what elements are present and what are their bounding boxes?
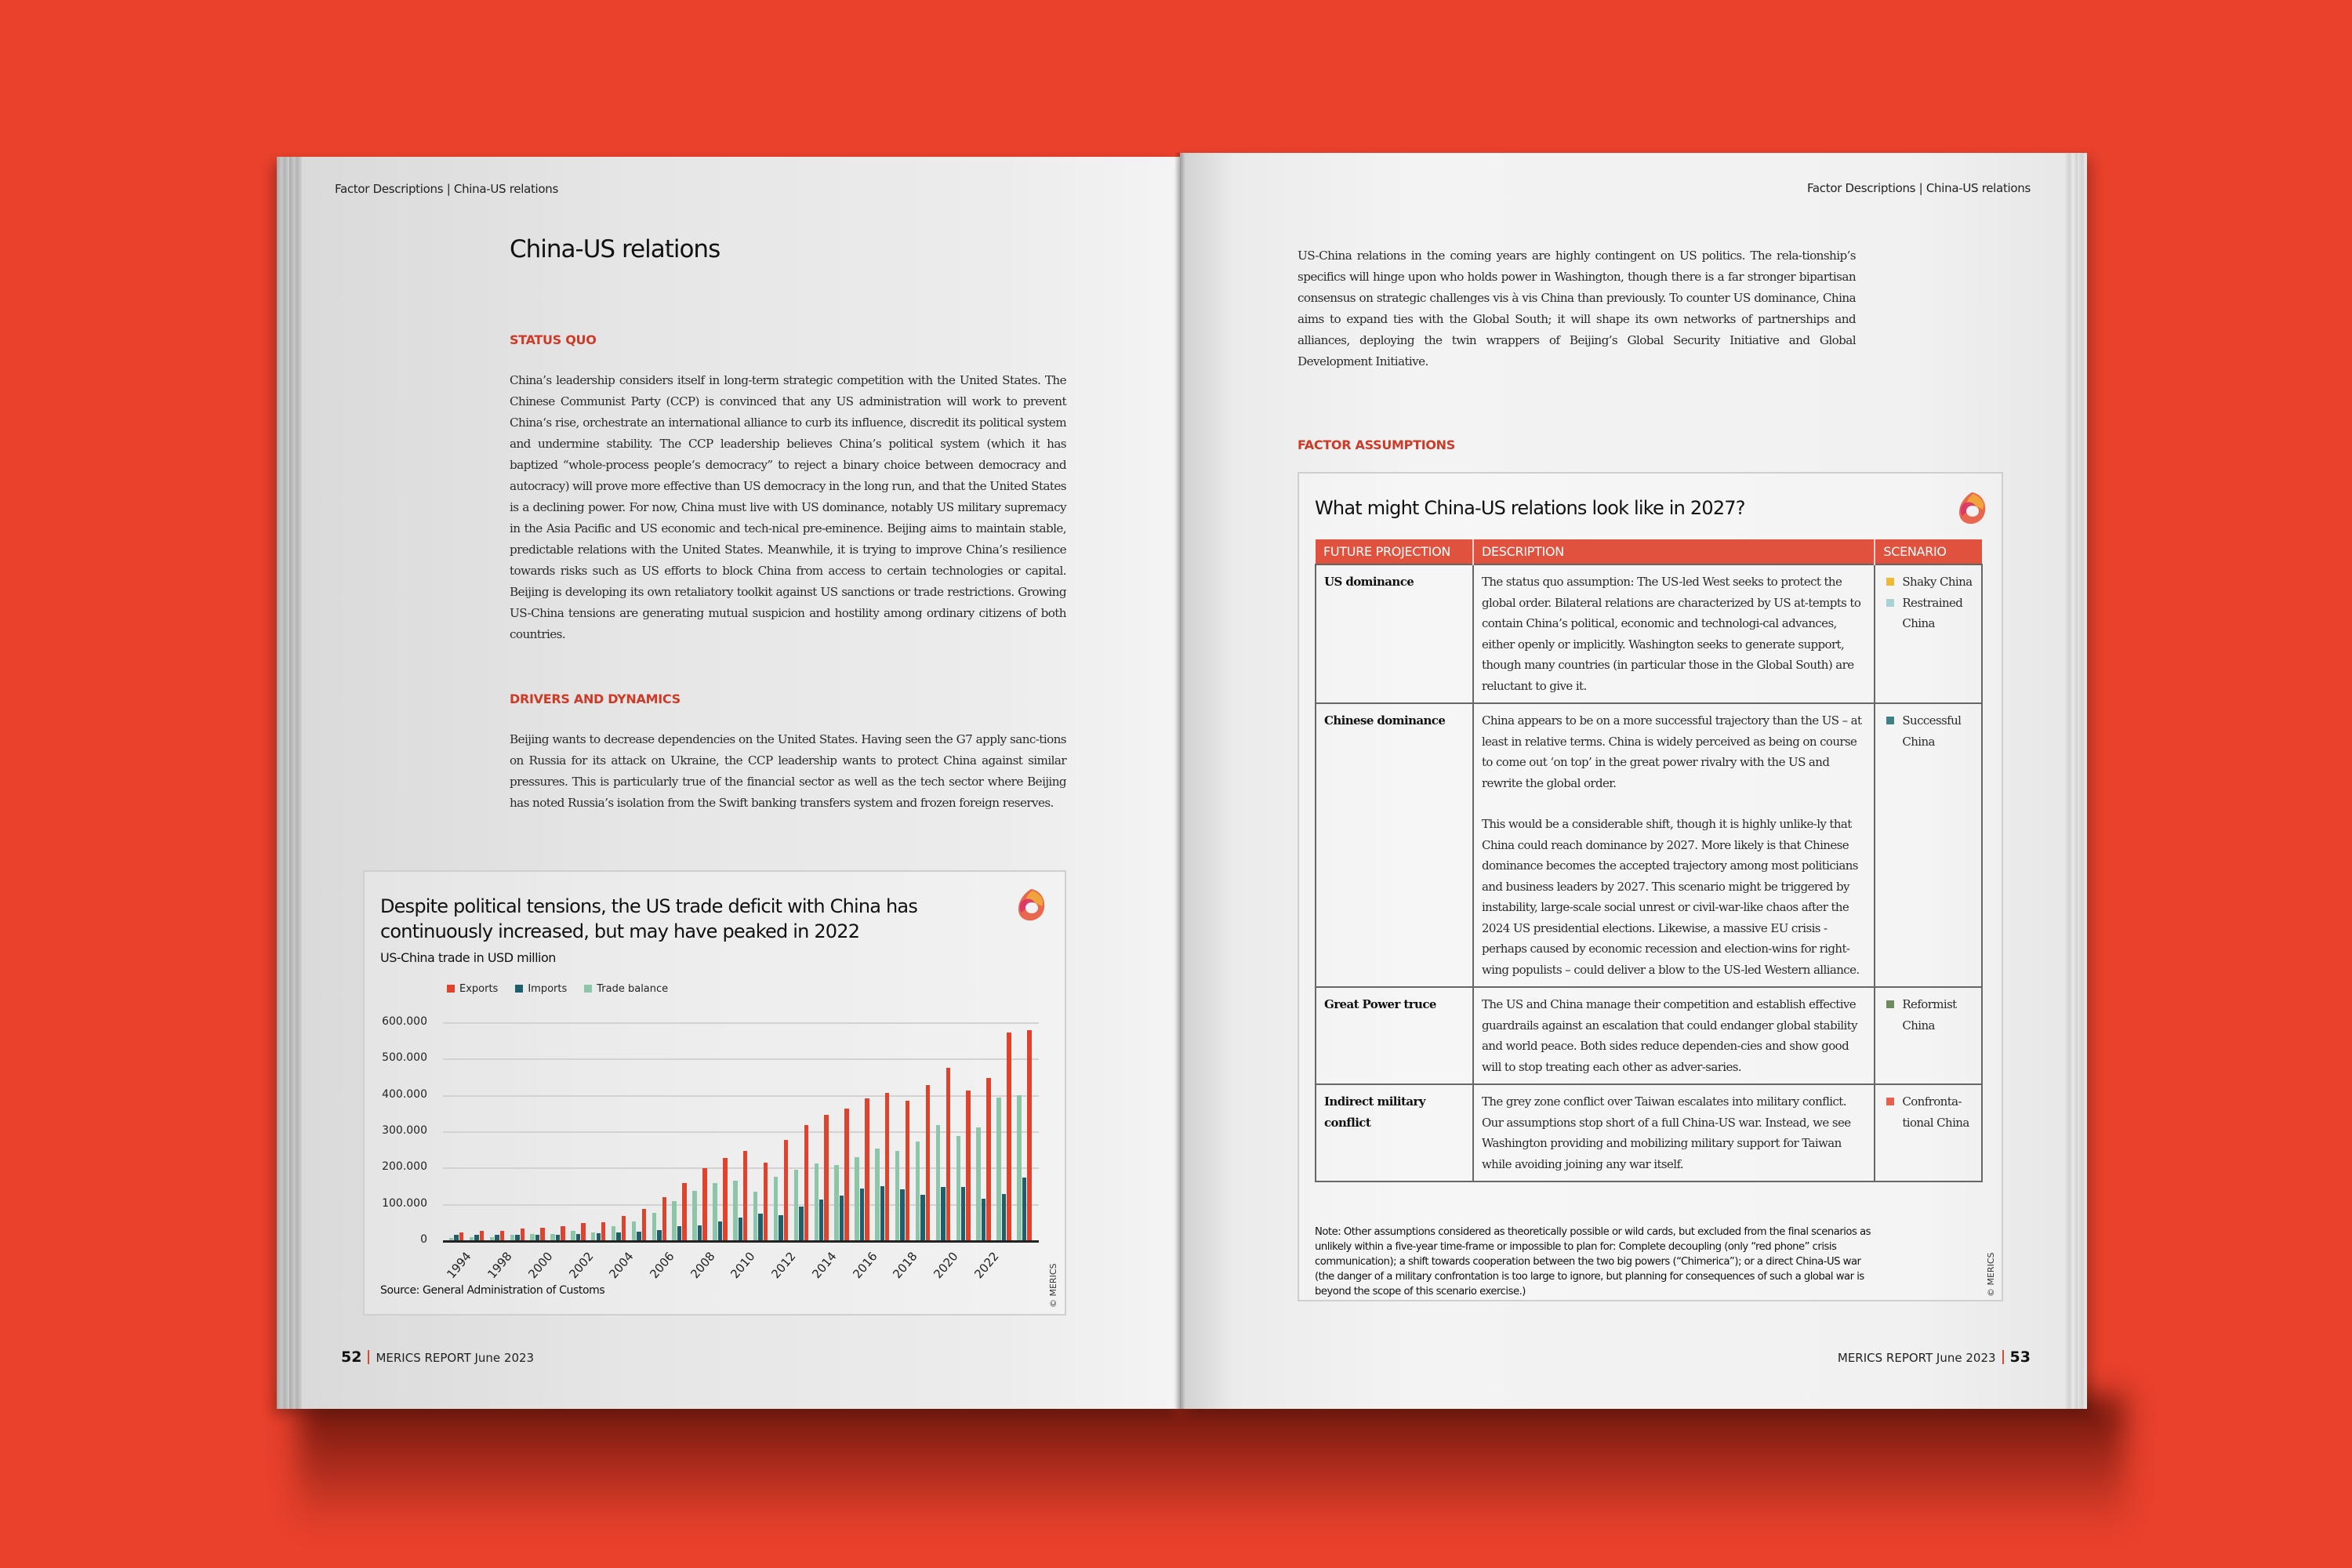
page-stack-edge [277, 157, 302, 1409]
chart-credit: © MERICS [1048, 1263, 1058, 1308]
header-future-projection: FUTURE PROJECTION [1316, 539, 1473, 564]
bar-trade-balance [916, 1142, 920, 1240]
scenario-item: Confronta-tional China [1886, 1091, 1973, 1133]
bar-exports [521, 1229, 524, 1240]
page-number-right: 53 [2009, 1348, 2031, 1366]
table-row [1316, 1084, 1982, 1181]
bar-imports [758, 1214, 762, 1240]
bar-imports [900, 1189, 904, 1240]
projection-cell: Great Power truce [1316, 987, 1473, 1084]
scenario-table-card [1298, 472, 2003, 1301]
footer-publication-left: MERICS REPORT June 2023 [376, 1351, 535, 1365]
page-title: China-US relations [510, 235, 720, 263]
footer-divider [368, 1350, 369, 1364]
bar-exports [1007, 1033, 1011, 1240]
footer-right [1838, 1348, 2031, 1366]
bar-exports [702, 1168, 706, 1240]
scenario-swatch-icon [1886, 599, 1894, 607]
bar-trade-balance [855, 1157, 858, 1240]
scenario-swatch-icon [1886, 717, 1894, 724]
scenario-swatch-icon [1886, 578, 1894, 586]
bar-trade-balance [956, 1136, 960, 1240]
footer-divider [2002, 1350, 2004, 1364]
bar-imports [495, 1235, 499, 1240]
bar-trade-balance [733, 1181, 737, 1240]
chart-card [363, 870, 1066, 1316]
y-axis-tick-label: 300.000 [382, 1124, 427, 1137]
bar-imports [597, 1233, 601, 1240]
bar-imports [779, 1215, 782, 1240]
bar-imports [1002, 1194, 1006, 1240]
bar-imports [515, 1235, 519, 1240]
bar-trade-balance [815, 1163, 818, 1240]
table-note: Note: Other assumptions considered as theoretically possible or wild cards, but excluded from the final scenarios as unlikely within a five-year time-frame or impossible to plan for: Complete decoupling (only “red phone” crisis communication); a shift towards cooperation between the two big powers (“Chimerica”); or a direct China-US war (the danger of a military confrontation is too large to ignore, but planning for consequences of such a global war is beyond the scope of this scenario exercise.) [1315, 1226, 1871, 1298]
gridline [443, 1058, 1039, 1060]
bar-trade-balance [632, 1221, 636, 1240]
description-cell: The grey zone conflict over Taiwan escalates into military conflict. Our assumptions stop short of a full China-US war. Instead, we see Washington providing and mobilizing military support for Taiwan while avoiding joining any war itself. [1473, 1084, 1875, 1181]
page-stack-edge-right [2065, 153, 2087, 1409]
chart-source: Source: General Administration of Customs [380, 1284, 605, 1297]
bar-trade-balance [591, 1232, 595, 1240]
table-credit: © MERICS [1986, 1252, 1996, 1297]
header-description: DESCRIPTION [1473, 539, 1875, 564]
table-row [1316, 703, 1982, 987]
table-card-title: What might China-US relations look like in 2027? [1315, 497, 1745, 519]
x-axis-tick-label: 2006 [647, 1249, 677, 1282]
bar-trade-balance [774, 1177, 778, 1240]
bar-exports [642, 1209, 646, 1240]
future-projection-table [1315, 539, 1983, 1182]
bar-trade-balance [470, 1237, 474, 1240]
scenario-cell [1875, 1084, 1982, 1181]
description-paragraph: This would be a considerable shift, though it is highly unlike-ly that China could reach dominance by 2027. More likely is that Chinese dominance becomes the accepted trajectory among most politicians and business leaders by 2027. This scenario might be triggered by instability, large-scale social unrest or civil-war-like chaos after the 2024 US presidential elections. Likewise, a massive EU crisis - perhaps caused by economic recession and election-wins for right-wing populists – could deliver a blow to the US-led Western alliance. [1481, 817, 1860, 977]
scenario-cell [1875, 987, 1982, 1084]
bar-exports [784, 1140, 788, 1240]
chart-legend [447, 983, 668, 995]
intro-paragraph: US-China relations in the coming years are highly contingent on US politics. The rela-tionship’s specifics will hinge upon who holds power in Washington, though there is a far stronger bipartisan consensus on strategic challenges vis à vis China than previously. To counter US dominance, China aims to expand ties with the Global South; it will shape its own networks of partnerships and alliances, deploying the twin wrappers of Beijing’s Global Security Initiative and Global Development Initiative. [1298, 249, 1856, 368]
bar-trade-balance [713, 1183, 717, 1240]
legend-item-exports: Exports [447, 983, 498, 995]
scenario-item: Reformist China [1886, 994, 1973, 1036]
x-axis-tick-label: 2020 [931, 1249, 961, 1282]
bar-imports [556, 1235, 560, 1240]
running-head-left: Factor Descriptions | China-US relations [335, 182, 559, 196]
legend-item-trade-balance: Trade balance [584, 983, 668, 995]
bar-imports [961, 1187, 965, 1240]
y-axis-tick-label: 400.000 [382, 1087, 427, 1101]
description-paragraph: China appears to be on a more successful trajectory than the US – at least in relative terms. China is widely perceived as being on course to come out ‘on top’ in the great power rivalry with the US and rewrite the global order. [1481, 713, 1862, 790]
table-row [1316, 987, 1982, 1084]
bar-exports [804, 1125, 808, 1240]
bar-trade-balance [1017, 1095, 1021, 1240]
scenario-item: Successful China [1886, 710, 1973, 752]
bar-trade-balance [490, 1237, 494, 1240]
book-spine [1174, 153, 1185, 1409]
bar-exports [865, 1098, 869, 1240]
bar-trade-balance [895, 1151, 899, 1240]
chart-title-line2: continuously increased, but may have peaked in 2022 [380, 920, 860, 942]
bar-imports [920, 1195, 924, 1240]
section-heading-status-quo: STATUS QUO [510, 332, 597, 347]
scenario-cell [1875, 703, 1982, 987]
bar-imports [941, 1187, 945, 1240]
merics-logo-icon [1015, 887, 1047, 924]
scenario-swatch-icon [1886, 1000, 1894, 1008]
description-cell: The status quo assumption: The US-led West seeks to protect the global order. Bilateral relations are characterized by US at-tempts to contain China’s political, economic and technologi-cal advances, either openly or implicitly. Washington seeks to generate support, though many countries (in particular those in the Global South) are reluctant to give it. [1473, 564, 1875, 703]
x-axis-tick-label: 2016 [849, 1249, 880, 1282]
bar-imports [698, 1225, 702, 1240]
legend-swatch-trade-balance [584, 985, 592, 993]
section-heading-factor-assumptions: FACTOR ASSUMPTIONS [1298, 437, 1455, 452]
x-axis-tick-label: 2010 [728, 1249, 759, 1282]
bar-imports [474, 1235, 478, 1240]
running-head-right: Factor Descriptions | China-US relations [1806, 181, 2031, 195]
chart-title-line1: Despite political tensions, the US trade deficit with China has [380, 895, 918, 917]
left-page [277, 157, 1180, 1409]
bar-trade-balance [976, 1127, 980, 1240]
bar-trade-balance [652, 1213, 656, 1240]
bar-exports [723, 1158, 727, 1240]
bar-trade-balance [753, 1192, 757, 1240]
bar-imports [840, 1196, 844, 1240]
bar-trade-balance [996, 1098, 1000, 1240]
x-axis-tick-label: 2012 [768, 1249, 799, 1282]
bar-exports [926, 1085, 930, 1240]
legend-swatch-exports [447, 985, 455, 993]
bar-exports [500, 1231, 504, 1240]
bar-imports [677, 1226, 681, 1240]
x-axis-tick-label: 2004 [606, 1249, 637, 1282]
bar-exports [662, 1197, 666, 1240]
bar-imports [799, 1207, 803, 1240]
bar-imports [637, 1232, 641, 1240]
bar-exports [764, 1163, 768, 1240]
bar-trade-balance [530, 1234, 534, 1240]
x-axis-tick-label: 1998 [485, 1249, 515, 1282]
merics-logo-icon [1956, 491, 1987, 527]
bar-exports [966, 1091, 970, 1240]
x-axis-tick-label: 2002 [565, 1249, 597, 1282]
bar-trade-balance [612, 1226, 615, 1240]
bar-trade-balance [510, 1235, 514, 1240]
bar-trade-balance [936, 1125, 940, 1240]
page-number-left: 52 [341, 1348, 362, 1366]
y-axis-tick-label: 600.000 [382, 1015, 427, 1028]
y-axis-tick-label: 500.000 [382, 1051, 427, 1065]
x-axis-tick-label: 2008 [688, 1249, 718, 1282]
bar-imports [576, 1234, 580, 1240]
status-quo-paragraph: China’s leadership considers itself in long-term strategic competition with the United States. The Chinese Communist Party (CCP) is convinced that any US administration will work to prevent China‘s rise, orchestrate an international alliance to curb its influence, discredit its political system and undermine stability. The CCP leadership believes China’s political system (which it has baptized “whole-process people‘s democracy” to reject a binary choice between democracy and autocracy) will prove more effective than US democracy in the long run, and that the United States is a declining power. For now, China must live with US dominance, notably US military supremacy in the Asia Pacific and US economic and tech-nical pre-eminence. Beijing aims to maintain stable, predictable relations with the United States. Meanwhile, it is trying to improve China’s resilience towards risks such as US efforts to block China from access to certain technologies or capital. Beijing is developing its own retaliatory toolkit against US sanctions or trade restrictions. Growing US-China tensions are generating mutual suspicion and hostility among ordinary citizens of both countries. [510, 373, 1066, 641]
bar-exports [480, 1231, 484, 1240]
bar-trade-balance [692, 1191, 696, 1240]
table-header-row [1316, 539, 1982, 564]
bar-trade-balance [875, 1149, 879, 1240]
bar-imports [982, 1199, 985, 1240]
table-row [1316, 564, 1982, 703]
header-scenario: SCENARIO [1875, 539, 1982, 564]
bar-exports [540, 1228, 544, 1240]
bar-exports [986, 1078, 990, 1240]
bar-trade-balance [571, 1231, 575, 1240]
bar-imports [880, 1186, 884, 1241]
bar-imports [657, 1230, 661, 1240]
gridline [443, 1022, 1039, 1024]
bar-imports [819, 1200, 823, 1240]
projection-cell: Indirect military conflict [1316, 1084, 1473, 1181]
bar-trade-balance [672, 1201, 676, 1240]
scenario-item: Shaky China [1886, 572, 1973, 593]
x-axis-tick-label: 2018 [890, 1249, 920, 1282]
x-axis-tick-label: 2014 [809, 1249, 840, 1282]
bar-exports [743, 1151, 747, 1240]
bar-imports [718, 1221, 722, 1240]
bar-imports [454, 1235, 458, 1240]
bar-exports [682, 1183, 686, 1240]
bar-exports [459, 1232, 463, 1240]
bar-imports [860, 1189, 864, 1240]
drivers-paragraph: Beijing wants to decrease dependencies on the United States. Having seen the G7 apply sanc-tions on Russia for its attack on Ukraine, the CCP leadership wants to protect China against similar pressures. This is particularly true of the financial sector as well as the tech sector where Beijing has noted Russia’s isolation from the Swift banking transfers system and frozen foreign reserves. [510, 732, 1066, 810]
bar-imports [739, 1218, 742, 1240]
right-page [1180, 153, 2087, 1409]
projection-cell: Chinese dominance [1316, 703, 1473, 987]
y-axis-tick-label: 100.000 [382, 1196, 427, 1210]
x-axis-tick-label: 1994 [444, 1249, 475, 1282]
x-axis-line [443, 1240, 1039, 1243]
bar-trade-balance [834, 1165, 838, 1240]
x-axis-tick-label: 2000 [525, 1249, 556, 1282]
description-cell [1473, 703, 1875, 987]
y-axis-tick-label: 200.000 [382, 1160, 427, 1174]
legend-swatch-imports [515, 985, 523, 993]
section-heading-drivers: DRIVERS AND DYNAMICS [510, 691, 681, 706]
bar-exports [824, 1115, 828, 1240]
y-axis-tick-label: 0 [420, 1233, 427, 1246]
bar-imports [616, 1232, 620, 1240]
projection-cell: US dominance [1316, 564, 1473, 703]
bar-exports [906, 1101, 909, 1240]
bar-exports [844, 1109, 848, 1240]
bar-trade-balance [449, 1238, 453, 1240]
scenario-item: Restrained China [1886, 593, 1973, 634]
bar-exports [601, 1222, 605, 1240]
bar-exports [561, 1226, 564, 1240]
scenario-cell [1875, 564, 1982, 703]
footer-publication-right: MERICS REPORT June 2023 [1837, 1351, 1996, 1365]
footer-left [341, 1348, 534, 1366]
x-axis-tick-label: 2022 [971, 1249, 1002, 1282]
bar-imports [1022, 1178, 1026, 1240]
bar-exports [1027, 1030, 1031, 1240]
bar-exports [885, 1093, 889, 1240]
description-cell: The US and China manage their competition and establish effective guardrails against an escalation that could endanger global stability and world peace. Both sides reduce dependen-cies and show good will to stop treating each other as adver-saries. [1473, 987, 1875, 1084]
chart-subtitle: US-China trade in USD million [380, 950, 556, 965]
bar-exports [946, 1068, 950, 1240]
legend-item-imports: Imports [515, 983, 567, 995]
bar-trade-balance [794, 1170, 798, 1240]
bar-exports [581, 1223, 585, 1240]
book-shadow [298, 1396, 2125, 1529]
bar-trade-balance [550, 1234, 554, 1240]
paragraph-gap [1482, 793, 1866, 814]
bar-exports [622, 1216, 626, 1240]
scenario-swatch-icon [1886, 1098, 1894, 1105]
bar-imports [535, 1235, 539, 1240]
